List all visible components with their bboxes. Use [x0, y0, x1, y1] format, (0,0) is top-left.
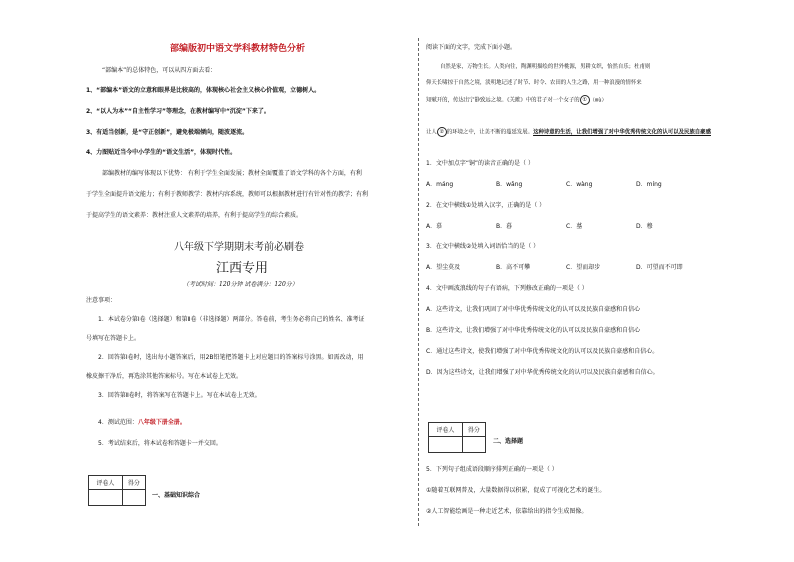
analysis-point-1: 1、“部编本”语文的立意和眼界是比较高的，体现核心社会主义核心价值观，立德树人。 [86, 87, 321, 94]
q2-stem: 2．在文中横线①处填入汉字，正确的是（ ） [426, 202, 546, 209]
blank-1-marker: ① [580, 95, 590, 105]
score-header-score: 得分 [122, 476, 145, 490]
notice-2a: 2．回答第Ⅰ卷时，选出每小题答案后，用2B铅笔把答题卡上对应题目的答案标号涂黑。如需改动，用 [98, 354, 364, 361]
q4-option-b[interactable]: B．这些诗文，让我们增强了对中华优秀传统文化的认可以及民族自豪感和自信心 [426, 327, 641, 334]
q5-item-1: ①随着互联网普及，大量数据得以积累，促成了可视化艺术的诞生。 [426, 487, 606, 494]
section1-title: 一、基础知识综合 [152, 492, 201, 499]
q2-option-d[interactable]: D．穆 [636, 223, 653, 230]
score-cell-grader[interactable] [89, 490, 123, 506]
q2-option-c[interactable]: C．墓 [566, 223, 583, 230]
passage-line-5-lead: 让人 [426, 129, 437, 136]
reading-prompt: 阅读下面的文字，完成下面小题。 [426, 44, 517, 51]
exam-region: 江西专用 [216, 261, 269, 276]
passage-line-5 [426, 127, 711, 137]
q4-option-d[interactable]: D．因为这些诗文，让我们增强了对中华优秀传统文化的认可以及民族自豪感和自信心。 [426, 369, 659, 376]
section2-title: 二、选择题 [493, 438, 524, 445]
passage-line-3-text: 知赋开的，传达出宁静致远之境。《关雎》中的君子对一个女子的 [426, 97, 580, 104]
analysis-intro: “部编本”的总体特色，可以从四方面去看： [102, 67, 217, 74]
pinyin-note: （mù） [589, 97, 607, 104]
notice-1b: 号填写在答题卡上。 [86, 335, 141, 342]
passage-line-2: 仰天长啸掠于自然之境，淡明地记述了时节、时令、农田的人生之路，用一种浪漫的情怀来 [426, 80, 642, 86]
q1-option-a[interactable]: A．máng [426, 181, 454, 188]
score-cell-score[interactable] [122, 490, 145, 506]
score-header-grader: 评卷人 [429, 423, 463, 437]
blank-2-marker: ② [437, 127, 447, 137]
q1-option-d[interactable]: D．míng [636, 181, 662, 188]
notice-5: 5．考试结束后，将本试卷和答题卡一并交回。 [98, 440, 222, 447]
q4-option-a[interactable]: A．这些诗文，让我们巩固了对中华优秀传统文化的认可以及民族自豪感和自信心 [426, 306, 641, 313]
q5-item-2: ②人工智能绘画是一种走近艺术，依靠给出的指令生成图像。 [426, 508, 588, 515]
q3-stem: 3．在文中横线②处填入词语恰当的是（ ） [426, 243, 540, 250]
analysis-point-3: 3、有适当创新，是“守正创新”，避免极端倾向，随波逐流。 [86, 129, 249, 136]
q3-option-d[interactable]: D．可望而不可即 [636, 264, 683, 271]
notice-1a: 1．本试卷分第Ⅰ卷（选择题）和第Ⅱ卷（非选择题）两部分。答卷前，考生务必将自己的姓名、准考证 [98, 316, 365, 323]
q3-option-b[interactable]: B．高不可攀 [496, 264, 531, 271]
q1-option-c[interactable]: C．wàng [566, 181, 593, 188]
score-table-right [428, 422, 486, 453]
score-cell-score[interactable] [462, 437, 485, 453]
column-divider [418, 38, 419, 526]
analysis-title: 部编版初中语文学科教材特色分析 [170, 44, 306, 54]
summary-line-3: 于提高学生的语文素养：教材注重人文素养的培养，有利于提高学生的综合素质。 [86, 212, 303, 219]
summary-line-2: 于学生全面提升语文能力；有利于教师教学：教材内容系统，教师可以根据教材进行有针对性的教学；有利 [86, 191, 369, 198]
passage-line-1: 自然是家，万物生长。人类向往，陶渊明描绘的世外桃源，男耕女织，怡然自乐；杜甫则 [440, 64, 651, 70]
q4-stem: 4．文中画波浪线的句子有语病，下列修改正确的一项是（ ） [426, 285, 588, 292]
q2-option-b[interactable]: B．暮 [496, 223, 513, 230]
score-header-grader: 评卷人 [89, 476, 123, 490]
q1-stem: 1．文中加点字“铜”的读音正确的是（ ） [426, 160, 534, 167]
summary-line-1: 部编教材的编写体现以下优势： 有利于学生全面发展；教材全面覆盖了语文学科的各个方面，有利 [102, 170, 362, 177]
notice-4 [98, 419, 186, 427]
analysis-point-4: 4、力图贴近当今中小学生的“语文生活”，体现时代性。 [86, 149, 237, 156]
scope-value: 八年级下册全册。 [137, 419, 186, 426]
analysis-point-2: 2、“以人为本”“自主性学习”等理念，在教材编写中“沉淀”下来了。 [86, 108, 270, 115]
q3-option-c[interactable]: C．望而却步 [566, 264, 601, 271]
notice-label: 注意事项： [86, 297, 117, 304]
exam-meta: （考试时间：120分钟 试卷满分：120分） [183, 281, 298, 288]
score-header-score: 得分 [462, 423, 485, 437]
q2-option-a[interactable]: A．慕 [426, 223, 443, 230]
notice-3: 3．回答第Ⅱ卷时，将答案写在答题卡上。写在本试卷上无效。 [98, 392, 261, 399]
notice-2b: 橡皮擦干净后，再选涂其他答案标号。写在本试卷上无效。 [86, 373, 243, 380]
q4-option-c[interactable]: C．通过这些诗文，使我们增强了对中华优秀传统文化的认可以及民族自豪感和自信心。 [426, 348, 659, 355]
q1-option-b[interactable]: B．wǎng [496, 181, 523, 188]
score-cell-grader[interactable] [429, 437, 463, 453]
exam-title: 八年级下学期期末考前必刷卷 [174, 242, 304, 253]
score-table-left [88, 475, 146, 506]
passage-line-5-mid: 的环境之中，让美不断的蔓延发展。 [446, 129, 534, 136]
q3-option-a[interactable]: A．望尘莫及 [426, 264, 461, 271]
wavy-sentence: 这种诗意的生活，让我们增强了对中华优秀传统文化的认可以及民族自豪感 [533, 129, 711, 136]
q5-stem: 5．下列句子组成语段顺序排列正确的一项是（ ） [426, 466, 558, 473]
passage-line-3 [426, 95, 607, 105]
scope-label: 4．测试范围： [98, 419, 138, 426]
